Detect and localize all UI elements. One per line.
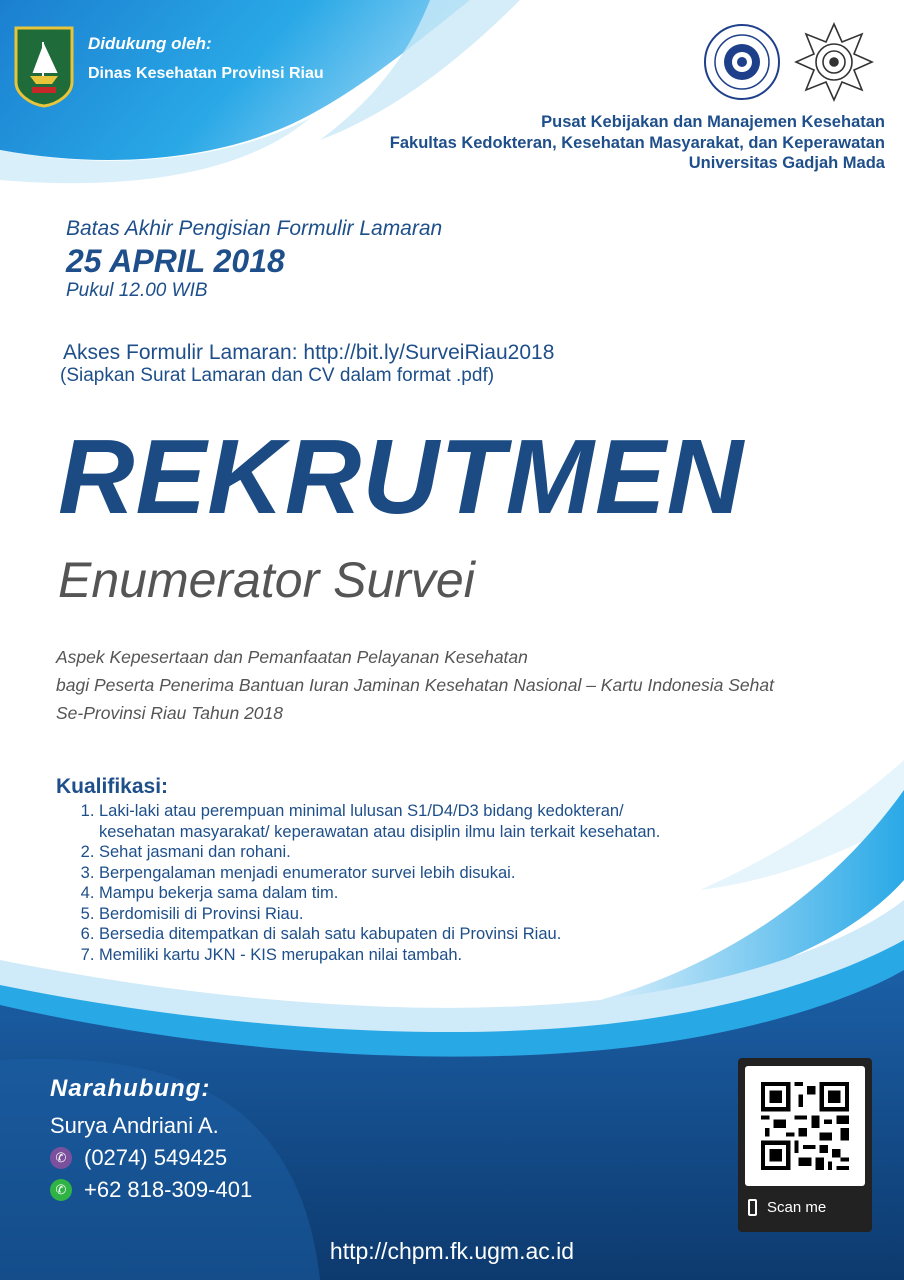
footer-url[interactable]: http://chpm.fk.ugm.ac.id (329, 1238, 575, 1264)
contact-phone[interactable]: (0274) 549425 (84, 1145, 228, 1170)
aspect-line-1: Aspek Kepesertaan dan Pemanfaatan Pelayanan Kesehatan (56, 647, 528, 667)
scan-label-row (748, 1199, 826, 1216)
qualification-item: 4. Mampu bekerja sama dalam tim. (99, 883, 699, 904)
qualifications-title: Kualifikasi: (56, 775, 169, 798)
qualification-item: 1. Laki-laki atau perempuan minimal lulusan S1/D4/D3 bidang kedokteran/ kesehatan masyarakat/ keperawatan atau disiplin ilmu lain terkait kesehatan. (99, 801, 699, 842)
qualification-item: 6. Bersedia ditempatkan di salah satu kabupaten di Provinsi Riau. (99, 924, 699, 945)
deadline-label: Batas Akhir Pengisian Formulir Lamaran (66, 217, 443, 240)
institution-line-3: Universitas Gadjah Mada (688, 154, 885, 172)
qualifications-block (56, 775, 699, 965)
contact-name: Surya Andriani A. (50, 1113, 219, 1138)
qr-code[interactable] (745, 1066, 865, 1186)
subheadline: Enumerator Survei (58, 552, 475, 608)
aspect-description (56, 643, 774, 727)
sponsor-label: Didukung oleh: (88, 34, 212, 53)
contact-title: Narahubung: (50, 1075, 211, 1102)
qualification-item: 3. Berpengalaman menjadi enumerator survei lebih disukai. (99, 863, 699, 884)
deadline-time: Pukul 12.00 WIB (66, 280, 208, 301)
scan-label: Scan me (767, 1199, 827, 1216)
headline: REKRUTMEN (58, 418, 745, 536)
access-block (60, 341, 555, 387)
aspect-line-3: Se-Provinsi Riau Tahun 2018 (56, 703, 283, 723)
access-link-text[interactable]: Akses Formulir Lamaran: http://bit.ly/SurveiRiau2018 (63, 341, 555, 364)
institution-line-1: Pusat Kebijakan dan Manajemen Kesehatan (541, 113, 885, 131)
qualification-item: 5. Berdomisili di Provinsi Riau. (99, 904, 699, 925)
sponsor-block (88, 34, 324, 83)
aspect-line-2: bagi Peserta Penerima Bantuan Iuran Jaminan Kesehatan Nasional – Kartu Indonesia Sehat (56, 675, 774, 695)
deadline-block (66, 217, 442, 302)
riau-province-logo (12, 24, 76, 108)
whatsapp-icon: ✆ (50, 1179, 72, 1201)
phone-icon (748, 1199, 757, 1216)
contact-whatsapp[interactable]: +62 818-309-401 (84, 1177, 253, 1202)
deadline-date: 25 APRIL 2018 (66, 243, 285, 279)
qualification-item: 7. Memiliki kartu JKN - KIS merupakan nilai tambah. (99, 945, 699, 966)
institution-block (390, 112, 885, 174)
contact-whatsapp-row (50, 1177, 252, 1203)
institution-line-2: Fakultas Kedokteran, Kesehatan Masyarakat, dan Keperawatan (389, 133, 885, 152)
access-note: (Siapkan Surat Lamaran dan CV dalam format .pdf) (60, 365, 495, 386)
qr-code-icon (761, 1082, 849, 1170)
contact-block (50, 1075, 252, 1203)
ugm-logo (792, 20, 876, 104)
qr-card[interactable] (738, 1058, 872, 1232)
qualification-item: 2. Sehat jasmani dan rohani. (99, 842, 699, 863)
qualifications-list (56, 801, 699, 965)
contact-phone-row (50, 1145, 252, 1171)
sponsor-name: Dinas Kesehatan Provinsi Riau (88, 65, 324, 82)
viber-icon: ✆ (50, 1147, 72, 1169)
chpm-logo (703, 23, 781, 101)
